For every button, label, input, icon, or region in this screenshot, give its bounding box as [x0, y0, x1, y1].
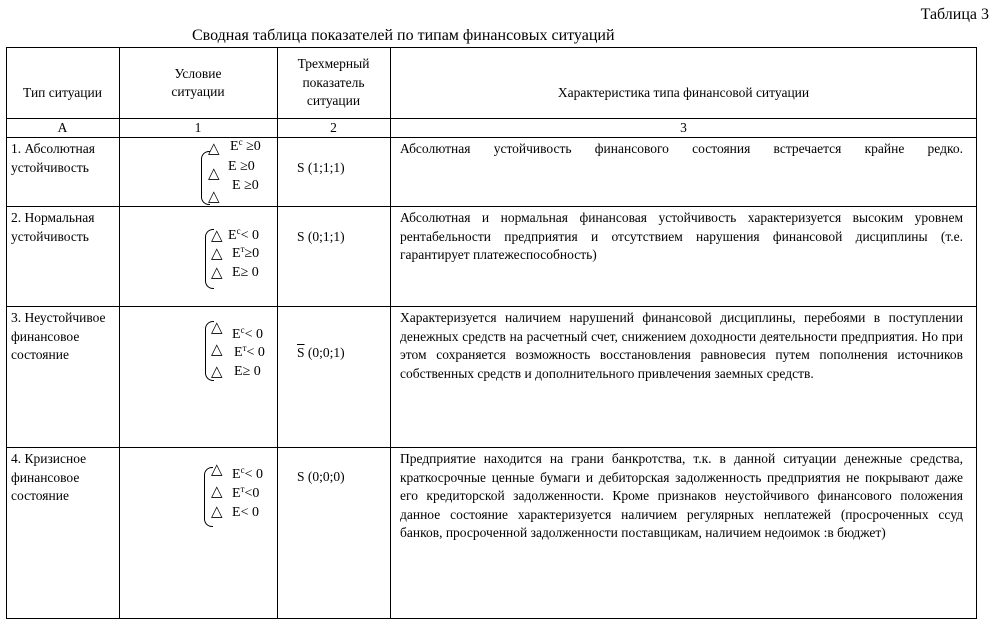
- delta-icon: △: [208, 189, 220, 205]
- condition-line: E ≥0: [232, 178, 259, 193]
- row-4-indicator: S (0;0;0): [297, 469, 345, 484]
- delta-icon: △: [211, 504, 223, 520]
- condition-line: E ≥0: [228, 159, 255, 174]
- condition-line: $E^c \ge 0$: [230, 137, 261, 154]
- condition-line: $E^c< 0$: [228, 226, 259, 243]
- condition-line: $E^т<0$: [232, 484, 260, 501]
- condition-line: E≥ 0: [232, 265, 259, 280]
- header-condition: Условие ситуации: [171, 65, 225, 99]
- condition-line: $E^c< 0$: [232, 465, 263, 482]
- header-indicator: Трехмерный показатель ситуации: [297, 56, 370, 109]
- index-cell-3: 3: [680, 120, 687, 135]
- row-2-type: 2. Нормальная устойчивость: [11, 210, 95, 244]
- delta-icon: △: [211, 320, 223, 336]
- header-characteristic: Характеристика типа финансовой ситуации: [557, 84, 810, 100]
- header-type: Тип ситуации: [23, 84, 102, 100]
- row-1-indicator: S (1;1;1): [297, 160, 345, 175]
- index-cell-a: А: [57, 120, 68, 135]
- row-4-characteristic: Предприятие находится на грани банкротства, т.к. в данной ситуации денежные средства, краткосрочные ценные бумаги и дебиторская задолженность предприятия не покрывают даже его кредиторской задолженности. Кроме признаков неустойчивого финансового положения данное состояние характеризуется наличием регулярных неплатежей (просроченных ссуд банков, просроченной задолженности поставщикам, наличием недоимок :в бюджет): [400, 451, 963, 540]
- table-rule-bottom: [6, 618, 977, 619]
- delta-icon: △: [208, 166, 220, 182]
- delta-icon: △: [211, 342, 223, 358]
- delta-icon: △: [211, 462, 223, 478]
- row-4-type: 4. Кризисное финансовое состояние: [11, 451, 87, 503]
- delta-icon: △: [208, 141, 220, 157]
- delta-icon: △: [211, 228, 223, 244]
- table-rule-row3-bottom: [6, 447, 977, 448]
- delta-icon: △: [211, 364, 223, 380]
- row-3-indicator: $\overline{S}$ (0;0;1): [297, 345, 345, 360]
- table-title: Сводная таблица показателей по типам финансовых ситуаций: [192, 27, 615, 44]
- condition-line: $E^c< 0$: [232, 325, 263, 342]
- summary-table: [6, 47, 977, 619]
- row-1-characteristic: Абсолютная устойчивость финансового состояния встречается крайне редко.: [400, 141, 963, 156]
- row-3-type: 3. Неустойчивое финансовое состояние: [11, 310, 106, 362]
- table-number-label: Таблица 3: [920, 6, 989, 23]
- condition-line: E< 0: [232, 505, 259, 520]
- condition-line: $E^т\ge 0$: [232, 244, 260, 261]
- table-rule-row2-bottom: [6, 306, 977, 307]
- delta-icon: △: [211, 246, 223, 262]
- row-2-indicator: S (0;1;1): [297, 229, 345, 244]
- row-1-type: 1. Абсолютная устойчивость: [11, 141, 95, 175]
- row-2-characteristic: Абсолютная и нормальная финансовая устойчивость характеризуется высоким уровнем рентабельности предприятия и отсутствием нарушения финансовой дисциплины (т.е. гарантирует платежеспособность): [400, 210, 963, 262]
- condition-line: $E^т< 0$: [234, 343, 265, 360]
- index-cell-1: 1: [194, 120, 202, 135]
- index-cell-2: 2: [330, 120, 337, 135]
- condition-line: E≥ 0: [234, 364, 261, 379]
- delta-icon: △: [211, 484, 223, 500]
- table-rule-row1-bottom: [6, 206, 977, 207]
- delta-icon: △: [211, 265, 223, 281]
- row-3-characteristic: Характеризуется наличием нарушений финансовой дисциплины, перебоями в поступлении денежных средств на расчетный счет, снижением доходности деятельности предприятия. Но при этом сохраняется возможность восстановления равновесия путем пополнения источников собственных средств и дополнительного привлечения заемных средств.: [400, 310, 963, 381]
